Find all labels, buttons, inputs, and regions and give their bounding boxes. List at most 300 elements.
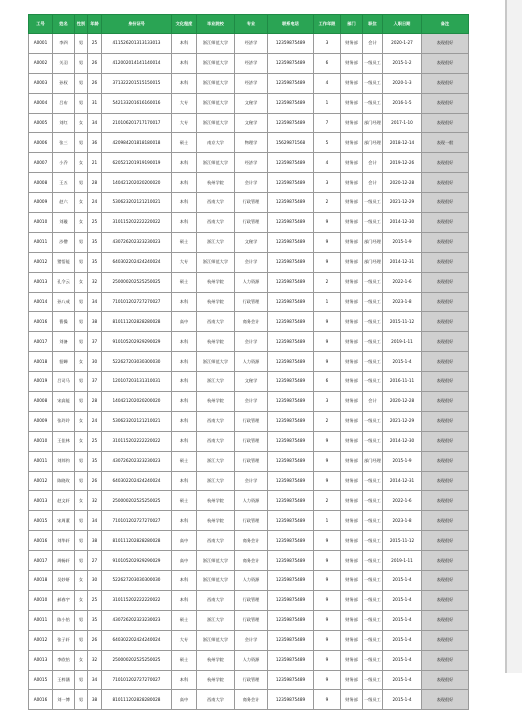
cell-gender: 男 <box>75 551 88 571</box>
cell-hire-date: 2014-12-31 <box>383 252 422 272</box>
cell-phone: 12359875489 <box>268 252 314 272</box>
cell-hire-date: 2020-12-28 <box>383 392 422 412</box>
cell-id: A0013 <box>29 491 53 511</box>
cell-id: A0013 <box>29 650 53 670</box>
cell-id: A0012 <box>29 252 53 272</box>
cell-phone: 12359875489 <box>268 332 314 352</box>
cell-hire-date: 2023-1-8 <box>383 292 422 312</box>
cell-name: 孙八戒 <box>53 292 75 312</box>
cell-years: 3 <box>314 34 341 54</box>
cell-remark: 表现很好 <box>422 650 469 670</box>
cell-education: 硕士 <box>172 610 197 630</box>
cell-remark: 表现很好 <box>422 292 469 312</box>
cell-gender: 男 <box>75 292 88 312</box>
cell-department: 财务部 <box>341 213 363 233</box>
table-row <box>29 332 469 352</box>
table-row <box>29 451 469 471</box>
cell-name: 刘华轩 <box>53 531 75 551</box>
cell-years: 9 <box>314 690 341 710</box>
cell-phone: 12359875489 <box>268 372 314 392</box>
table-row <box>29 153 469 173</box>
cell-hire-date: 2020-1-3 <box>383 73 422 93</box>
cell-position: 部门经理 <box>363 252 383 272</box>
cell-education: 硕士 <box>172 133 197 153</box>
cell-id: A0015 <box>29 670 53 690</box>
cell-gender: 女 <box>75 193 88 213</box>
cell-school: 浙江师范大学 <box>197 53 235 73</box>
table-row <box>29 232 469 252</box>
cell-position: 一级员工 <box>363 53 383 73</box>
cell-education: 本科 <box>172 411 197 431</box>
cell-major: 行政管理 <box>235 431 268 451</box>
column-header-id-card: 身份证号 <box>102 15 172 34</box>
cell-age: 38 <box>88 531 102 551</box>
cell-gender: 男 <box>75 133 88 153</box>
cell-department: 财务部 <box>341 153 363 173</box>
column-header-school: 毕业院校 <box>197 15 235 34</box>
cell-gender: 女 <box>75 272 88 292</box>
cell-years: 2 <box>314 411 341 431</box>
cell-id: A0007 <box>29 153 53 173</box>
column-header-remark: 备注 <box>422 15 469 34</box>
cell-education: 本科 <box>172 332 197 352</box>
cell-department: 财务部 <box>341 471 363 491</box>
cell-id-card: 640302202424240024 <box>102 471 172 491</box>
cell-education: 本科 <box>172 571 197 591</box>
cell-department: 财务部 <box>341 650 363 670</box>
cell-name: 孙权 <box>53 73 75 93</box>
cell-department: 财务部 <box>341 232 363 252</box>
cell-school: 浙江师范大学 <box>197 153 235 173</box>
cell-hire-date: 2015-1-4 <box>383 610 422 630</box>
cell-school: 浙江大学 <box>197 610 235 630</box>
cell-education: 本科 <box>172 173 197 193</box>
cell-id-card: 140421202020200020 <box>102 392 172 412</box>
cell-years: 9 <box>314 670 341 690</box>
cell-education: 本科 <box>172 372 197 392</box>
column-header-phone: 联系电话 <box>268 15 314 34</box>
cell-id-card: 522627203030300030 <box>102 352 172 372</box>
cell-position: 部门经理 <box>363 133 383 153</box>
cell-major: 商务会计 <box>235 551 268 571</box>
cell-gender: 女 <box>75 491 88 511</box>
cell-remark: 表现很好 <box>422 193 469 213</box>
cell-phone: 12359875489 <box>268 73 314 93</box>
cell-name: 沙僧 <box>53 232 75 252</box>
cell-school: 西南大学 <box>197 690 235 710</box>
cell-education: 硕士 <box>172 451 197 471</box>
cell-phone: 12359875489 <box>268 93 314 113</box>
cell-id: A0011 <box>29 451 53 471</box>
cell-id: A0003 <box>29 73 53 93</box>
cell-years: 9 <box>314 312 341 332</box>
cell-major: 会计学 <box>235 630 268 650</box>
cell-education: 本科 <box>172 471 197 491</box>
cell-hire-date: 2019-1-11 <box>383 332 422 352</box>
cell-years: 6 <box>314 53 341 73</box>
cell-gender: 男 <box>75 93 88 113</box>
cell-remark: 表现很好 <box>422 551 469 571</box>
cell-name: 赵文轩 <box>53 491 75 511</box>
cell-name: 吕司马 <box>53 372 75 392</box>
cell-name: 王佳林 <box>53 431 75 451</box>
cell-hire-date: 2019-12-26 <box>383 153 422 173</box>
cell-department: 财务部 <box>341 690 363 710</box>
table-row <box>29 491 469 511</box>
cell-major: 行政管理 <box>235 451 268 471</box>
table-body <box>29 34 469 710</box>
cell-remark: 表现很好 <box>422 451 469 471</box>
cell-remark: 表现很好 <box>422 312 469 332</box>
table-row <box>29 431 469 451</box>
cell-age: 26 <box>88 53 102 73</box>
cell-remark: 表现一般 <box>422 133 469 153</box>
table-row <box>29 630 469 650</box>
cell-remark: 表现很好 <box>422 431 469 451</box>
cell-education: 本科 <box>172 53 197 73</box>
cell-id-card: 310115202222220022 <box>102 431 172 451</box>
cell-major: 人力资源 <box>235 352 268 372</box>
cell-gender: 男 <box>75 372 88 392</box>
cell-id: A0006 <box>29 133 53 153</box>
column-header-gender: 性别 <box>75 15 88 34</box>
cell-id: A0010 <box>29 213 53 233</box>
table-row <box>29 113 469 133</box>
cell-age: 37 <box>88 372 102 392</box>
cell-education: 大专 <box>172 630 197 650</box>
cell-hire-date: 2017-1-10 <box>383 113 422 133</box>
cell-gender: 女 <box>75 213 88 233</box>
cell-position: 一级员工 <box>363 312 383 332</box>
cell-school: 浙江师范大学 <box>197 93 235 113</box>
table-row <box>29 590 469 610</box>
cell-id: A0008 <box>29 173 53 193</box>
cell-hire-date: 2015-1-4 <box>383 670 422 690</box>
cell-id-card: 120107203131310031 <box>102 372 172 392</box>
cell-years: 9 <box>314 252 341 272</box>
cell-remark: 表现很好 <box>422 411 469 431</box>
cell-remark: 表现很好 <box>422 272 469 292</box>
cell-position: 会计 <box>363 392 383 412</box>
cell-remark: 表现很好 <box>422 630 469 650</box>
cell-school: 杭州学院 <box>197 670 235 690</box>
cell-position: 一级员工 <box>363 630 383 650</box>
cell-department: 财务部 <box>341 352 363 372</box>
cell-major: 商务会计 <box>235 690 268 710</box>
cell-id: A0001 <box>29 34 53 54</box>
cell-gender: 男 <box>75 232 88 252</box>
cell-remark: 表现很好 <box>422 173 469 193</box>
cell-phone: 12359875489 <box>268 113 314 133</box>
cell-gender: 男 <box>75 73 88 93</box>
cell-major: 文秘学 <box>235 232 268 252</box>
cell-gender: 女 <box>75 113 88 133</box>
cell-phone: 12359875489 <box>268 650 314 670</box>
cell-name: 关羽 <box>53 53 75 73</box>
cell-education: 大专 <box>172 113 197 133</box>
cell-age: 34 <box>88 670 102 690</box>
cell-department: 财务部 <box>341 292 363 312</box>
cell-age: 25 <box>88 34 102 54</box>
cell-position: 会计 <box>363 153 383 173</box>
cell-education: 本科 <box>172 292 197 312</box>
cell-hire-date: 2015-1-2 <box>383 53 422 73</box>
cell-phone: 12359875489 <box>268 232 314 252</box>
cell-department: 财务部 <box>341 491 363 511</box>
cell-department: 财务部 <box>341 113 363 133</box>
cell-id-card: 810111202828280028 <box>102 312 172 332</box>
cell-position: 一级员工 <box>363 471 383 491</box>
cell-remark: 表现很好 <box>422 73 469 93</box>
cell-education: 本科 <box>172 153 197 173</box>
cell-name: 王梓涵 <box>53 670 75 690</box>
cell-name: 宋高能 <box>53 392 75 412</box>
cell-major: 文秘学 <box>235 93 268 113</box>
cell-years: 9 <box>314 650 341 670</box>
cell-phone: 12359875489 <box>268 411 314 431</box>
cell-years: 9 <box>314 531 341 551</box>
cell-position: 一级员工 <box>363 670 383 690</box>
cell-years: 9 <box>314 610 341 630</box>
cell-remark: 表现很好 <box>422 113 469 133</box>
cell-id-card: 430726202323230023 <box>102 451 172 471</box>
cell-department: 财务部 <box>341 571 363 591</box>
cell-school: 浙江大学 <box>197 471 235 491</box>
cell-phone: 12359875489 <box>268 352 314 372</box>
cell-position: 一级员工 <box>363 650 383 670</box>
cell-position: 一级员工 <box>363 590 383 610</box>
cell-name: 李欣怡 <box>53 650 75 670</box>
cell-phone: 12359875489 <box>268 690 314 710</box>
cell-id-card: 371322201515150015 <box>102 73 172 93</box>
cell-name: 张三 <box>53 133 75 153</box>
cell-school: 杭州学院 <box>197 173 235 193</box>
cell-position: 一级员工 <box>363 610 383 630</box>
cell-remark: 表现很好 <box>422 610 469 630</box>
cell-phone: 12359875489 <box>268 590 314 610</box>
cell-school: 西南大学 <box>197 590 235 610</box>
cell-hire-date: 2015-1-4 <box>383 590 422 610</box>
cell-id: A0019 <box>29 372 53 392</box>
cell-id-card: 542133201616160016 <box>102 93 172 113</box>
cell-school: 浙江师范大学 <box>197 113 235 133</box>
cell-hire-date: 2022-1-6 <box>383 272 422 292</box>
cell-id-card: 522627203030300030 <box>102 571 172 591</box>
table-row <box>29 471 469 491</box>
cell-years: 7 <box>314 113 341 133</box>
column-header-hire-date: 入职日期 <box>383 15 422 34</box>
cell-major: 人力资源 <box>235 571 268 591</box>
cell-name: 刘邦钧 <box>53 451 75 471</box>
cell-position: 一级员工 <box>363 272 383 292</box>
cell-education: 本科 <box>172 392 197 412</box>
cell-education: 本科 <box>172 213 197 233</box>
cell-position: 一级员工 <box>363 73 383 93</box>
cell-hire-date: 2015-1-9 <box>383 451 422 471</box>
cell-major: 会计学 <box>235 252 268 272</box>
table-row <box>29 352 469 372</box>
cell-phone: 12359875489 <box>268 451 314 471</box>
cell-years: 9 <box>314 590 341 610</box>
cell-school: 杭州学院 <box>197 491 235 511</box>
cell-gender: 女 <box>75 153 88 173</box>
cell-gender: 男 <box>75 451 88 471</box>
cell-remark: 表现很好 <box>422 571 469 591</box>
cell-major: 行政管理 <box>235 610 268 630</box>
cell-age: 30 <box>88 571 102 591</box>
cell-id-card: 810111202828280028 <box>102 690 172 710</box>
cell-phone: 12359875489 <box>268 471 314 491</box>
cell-age: 26 <box>88 471 102 491</box>
table-row <box>29 511 469 531</box>
table-row <box>29 292 469 312</box>
table-row <box>29 34 469 54</box>
cell-position: 一级员工 <box>363 292 383 312</box>
cell-years: 9 <box>314 630 341 650</box>
cell-department: 财务部 <box>341 451 363 471</box>
cell-phone: 12359875489 <box>268 610 314 630</box>
cell-years: 9 <box>314 451 341 471</box>
cell-age: 28 <box>88 173 102 193</box>
cell-education: 高中 <box>172 312 197 332</box>
cell-age: 25 <box>88 431 102 451</box>
cell-school: 浙江大学 <box>197 451 235 471</box>
cell-id: A0011 <box>29 610 53 630</box>
column-header-years: 工作年限 <box>314 15 341 34</box>
cell-department: 财务部 <box>341 34 363 54</box>
cell-id: A0014 <box>29 292 53 312</box>
cell-remark: 表现很好 <box>422 332 469 352</box>
cell-id: A0010 <box>29 431 53 451</box>
cell-school: 浙江师范大学 <box>197 252 235 272</box>
cell-id-card: 430726202323230023 <box>102 232 172 252</box>
cell-phone: 12359875489 <box>268 153 314 173</box>
cell-department: 财务部 <box>341 312 363 332</box>
cell-remark: 表现很好 <box>422 471 469 491</box>
cell-gender: 男 <box>75 34 88 54</box>
cell-department: 财务部 <box>341 431 363 451</box>
cell-department: 财务部 <box>341 173 363 193</box>
cell-age: 34 <box>88 292 102 312</box>
cell-major: 行政管理 <box>235 411 268 431</box>
cell-major: 行政管理 <box>235 292 268 312</box>
cell-school: 浙江师范大学 <box>197 571 235 591</box>
cell-education: 大专 <box>172 252 197 272</box>
cell-name: 陈小怡 <box>53 610 75 630</box>
cell-gender: 女 <box>75 411 88 431</box>
cell-gender: 女 <box>75 590 88 610</box>
cell-id: A0011 <box>29 232 53 252</box>
cell-id-card: 810111202828280028 <box>102 531 172 551</box>
table-row <box>29 372 469 392</box>
cell-education: 硕士 <box>172 232 197 252</box>
cell-education: 本科 <box>172 352 197 372</box>
cell-id-card: 250000202525250025 <box>102 491 172 511</box>
cell-id: A0009 <box>29 411 53 431</box>
cell-gender: 男 <box>75 173 88 193</box>
cell-education: 本科 <box>172 193 197 213</box>
cell-name: 吕布 <box>53 93 75 113</box>
cell-id-card: 710101202727270027 <box>102 511 172 531</box>
table-row <box>29 551 469 571</box>
cell-school: 南京大学 <box>197 133 235 153</box>
table-row <box>29 571 469 591</box>
cell-age: 34 <box>88 511 102 531</box>
cell-remark: 表现很好 <box>422 511 469 531</box>
cell-phone: 12359875489 <box>268 312 314 332</box>
cell-name: 刘璇 <box>53 213 75 233</box>
cell-gender: 男 <box>75 670 88 690</box>
cell-name: 小乔 <box>53 153 75 173</box>
cell-hire-date: 2016-11-11 <box>383 372 422 392</box>
cell-department: 财务部 <box>341 252 363 272</box>
cell-id-card: 910105202929290029 <box>102 332 172 352</box>
cell-id-card: 140421202020200020 <box>102 173 172 193</box>
table-row <box>29 531 469 551</box>
table-row <box>29 392 469 412</box>
cell-school: 浙江师范大学 <box>197 551 235 571</box>
cell-hire-date: 2020-1-27 <box>383 34 422 54</box>
cell-hire-date: 2015-11-12 <box>383 312 422 332</box>
cell-id-card: 412002014141140014 <box>102 53 172 73</box>
cell-years: 2 <box>314 491 341 511</box>
cell-age: 26 <box>88 630 102 650</box>
cell-years: 4 <box>314 73 341 93</box>
cell-hire-date: 2019-1-11 <box>383 551 422 571</box>
cell-years: 9 <box>314 213 341 233</box>
cell-school: 西南大学 <box>197 213 235 233</box>
cell-id-card: 710101202727270027 <box>102 292 172 312</box>
cell-school: 浙江师范大学 <box>197 34 235 54</box>
cell-age: 35 <box>88 610 102 630</box>
cell-major: 经济学 <box>235 73 268 93</box>
cell-position: 会计 <box>363 173 383 193</box>
cell-position: 一级员工 <box>363 93 383 113</box>
cell-age: 32 <box>88 491 102 511</box>
column-header-name: 姓名 <box>53 15 75 34</box>
cell-school: 浙江师范大学 <box>197 73 235 93</box>
cell-school: 西南大学 <box>197 531 235 551</box>
cell-age: 31 <box>88 93 102 113</box>
cell-id-card: 640302202424240024 <box>102 252 172 272</box>
cell-school: 浙江师范大学 <box>197 630 235 650</box>
cell-position: 一级员工 <box>363 352 383 372</box>
cell-position: 一级员工 <box>363 551 383 571</box>
table-row <box>29 650 469 670</box>
cell-remark: 表现很好 <box>422 690 469 710</box>
header-row <box>29 15 469 34</box>
cell-major: 行政管理 <box>235 590 268 610</box>
cell-gender: 男 <box>75 690 88 710</box>
cell-major: 人力资源 <box>235 272 268 292</box>
cell-name: 陈晓玫 <box>53 471 75 491</box>
cell-hire-date: 2015-1-4 <box>383 650 422 670</box>
cell-id-card: 420984201818180018 <box>102 133 172 153</box>
cell-hire-date: 2015-1-9 <box>383 232 422 252</box>
table-row <box>29 312 469 332</box>
table-row <box>29 690 469 710</box>
cell-id-card: 620521201919190019 <box>102 153 172 173</box>
cell-id: A0016 <box>29 690 53 710</box>
cell-position: 一级员工 <box>363 193 383 213</box>
employee-table <box>28 14 469 710</box>
cell-major: 经济学 <box>235 153 268 173</box>
cell-position: 部门经理 <box>363 451 383 471</box>
cell-major: 文秘学 <box>235 113 268 133</box>
cell-education: 大专 <box>172 93 197 113</box>
cell-years: 6 <box>314 372 341 392</box>
cell-phone: 12359875489 <box>268 491 314 511</box>
